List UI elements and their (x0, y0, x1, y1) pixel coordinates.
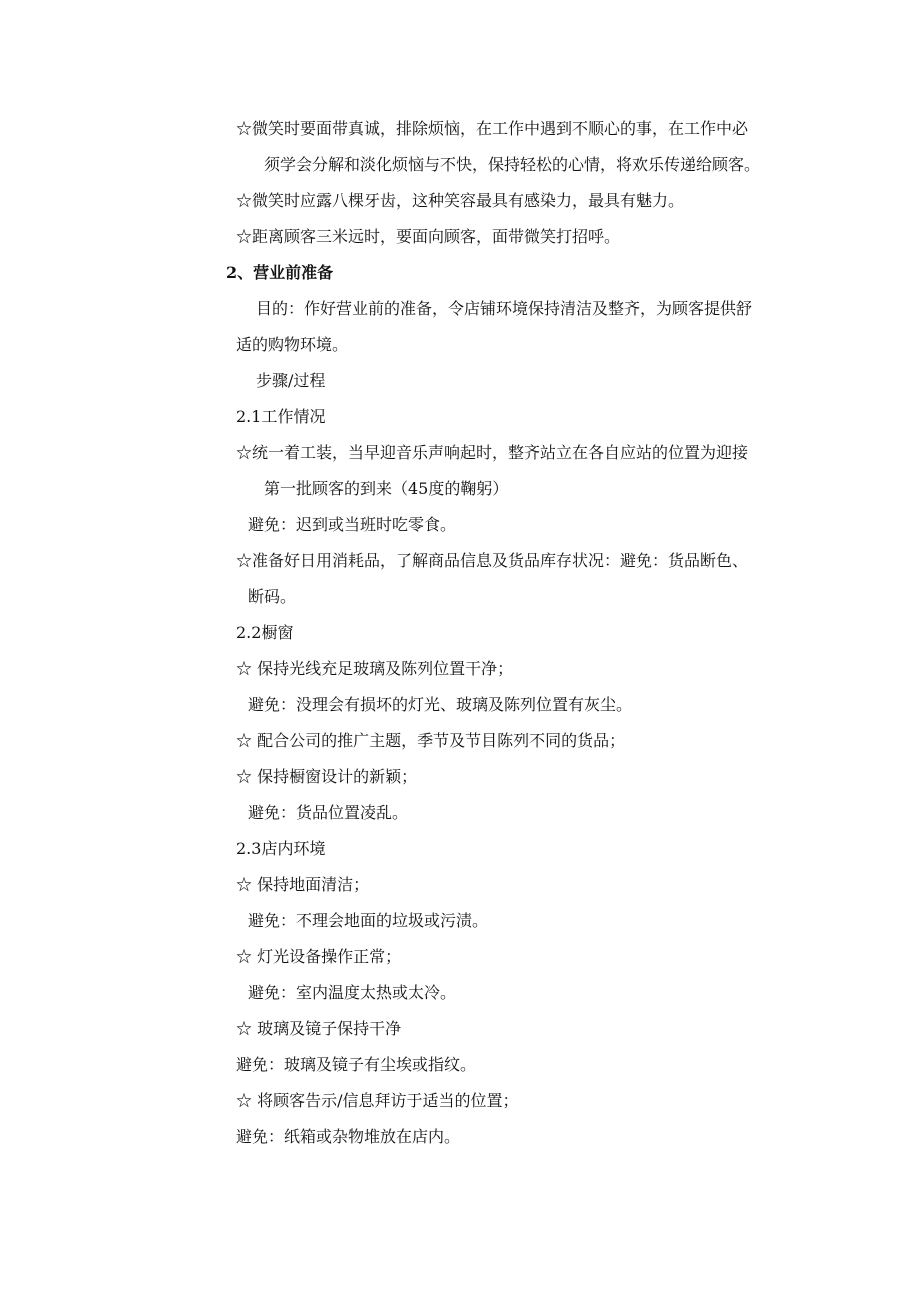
avoid-late: 避免：迟到或当班时吃零食。 (248, 515, 457, 534)
avoid-broken-light: 避免：没理会有损坏的灯光、玻璃及陈列位置有灰尘。 (248, 695, 633, 714)
avoid-dust-fingerprint: 避免：玻璃及镜子有尘埃或指纹。 (236, 1055, 477, 1074)
bullet-smile-sincere-cont: 须学会分解和淡化烦恼与不快，保持轻松的心情，将欢乐传递给顾客。 (264, 155, 761, 174)
subsection-2-3: 2.3店内环境 (236, 839, 326, 858)
bullet-supplies-cont: 断码。 (248, 587, 297, 606)
bullet-uniform: ☆统一着工装，当早迎音乐声响起时，整齐站立在各自应站的位置为迎接 (236, 443, 749, 462)
bullet-window-design: ☆ 保持橱窗设计的新颖； (236, 767, 418, 786)
subsection-2-2: 2.2橱窗 (236, 623, 294, 642)
bullet-promo-theme: ☆ 配合公司的推广主题，季节及节目陈列不同的货品； (236, 731, 626, 750)
purpose-text: 目的：作好营业前的准备，令店铺环境保持清洁及整齐，为顾客提供舒 (256, 299, 753, 318)
purpose-text-cont: 适的购物环境。 (236, 335, 349, 354)
steps-label: 步骤/过程 (256, 371, 326, 390)
section-heading-2: 2、营业前准备 (226, 263, 334, 282)
subsection-2-1: 2.1工作情况 (236, 407, 326, 426)
bullet-greet-distance: ☆距离顾客三米远时，要面向顾客，面带微笑打招呼。 (236, 227, 621, 246)
bullet-smile-sincere: ☆微笑时要面带真诚，排除烦恼，在工作中遇到不顺心的事，在工作中必 (236, 119, 749, 138)
avoid-boxes-clutter: 避免：纸箱或杂物堆放在店内。 (236, 1127, 461, 1146)
bullet-uniform-cont: 第一批顾客的到来（45度的鞠躬） (264, 479, 509, 498)
avoid-temperature: 避免：室内温度太热或太冷。 (248, 983, 457, 1002)
bullet-floor-clean: ☆ 保持地面清洁； (236, 875, 370, 894)
bullet-smile-teeth: ☆微笑时应露八棵牙齿，这种笑容最具有感染力，最具有魅力。 (236, 191, 685, 210)
avoid-floor-trash: 避免：不理会地面的垃圾或污渍。 (248, 911, 489, 930)
bullet-lighting: ☆ 灯光设备操作正常； (236, 947, 402, 966)
bullet-supplies: ☆准备好日用消耗品，了解商品信息及货品库存状况：避免：货品断色、 (236, 551, 749, 570)
avoid-messy-goods: 避免：货品位置凌乱。 (248, 803, 409, 822)
bullet-notice-position: ☆ 将顾客告示/信息拜访于适当的位置； (236, 1091, 519, 1110)
bullet-glass-mirror: ☆ 玻璃及镜子保持干净 (236, 1019, 402, 1038)
bullet-window-light: ☆ 保持光线充足玻璃及陈列位置干净； (236, 659, 514, 678)
